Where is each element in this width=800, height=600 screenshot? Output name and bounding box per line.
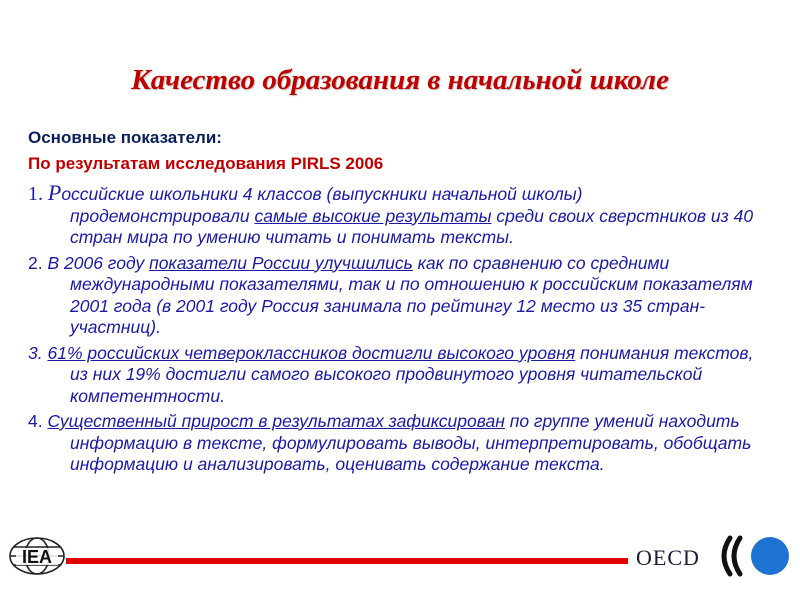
finding-item-1	[28, 182, 758, 249]
oecd-bracket-icon	[724, 538, 740, 574]
finding-item-3	[28, 343, 758, 408]
finding-highlight: самые высокие результаты	[254, 205, 492, 226]
iea-logo-text: IEA	[21, 547, 53, 567]
oecd-logo-mark	[716, 534, 792, 578]
oecd-circle-icon	[751, 537, 789, 575]
finding-text: понимания текстов, из них 19% достигли самого высокого продвинутого уровня читательской компетентности.	[70, 342, 754, 406]
footer-red-bar	[66, 558, 628, 564]
finding-item-4	[28, 411, 758, 476]
finding-item-2	[28, 253, 758, 339]
finding-text: В 2006 году	[42, 252, 150, 273]
oecd-logo-text: OECD	[636, 545, 700, 570]
subtitle-pirls-study: По результатам исследования PIRLS 2006	[28, 154, 384, 173]
finding-highlight: 61% российских четвероклассников достигли высокого уровня	[47, 342, 576, 363]
finding-lead-letter: Р	[47, 180, 62, 205]
finding-text: как по сравнению со средними международными показателями, так и по отношению к российским показателям 2001 года (в 2001 году Россия занимала по рейтингу 12 место из 35 стран-участниц).	[70, 252, 753, 337]
finding-highlight: показатели России улучшились	[149, 252, 413, 273]
findings-list	[28, 182, 758, 480]
finding-text: по группе умений находить информацию в тексте, формулировать выводы, интерпретировать, обобщать информацию и анализировать, оценивать содержание текста.	[70, 411, 752, 474]
finding-number: 1.	[28, 183, 43, 205]
finding-highlight: Существенный прирост в результатах зафиксирован	[47, 411, 505, 431]
finding-number: 3.	[28, 342, 43, 363]
finding-number: 4.	[28, 411, 43, 431]
iea-logo	[8, 536, 66, 576]
finding-text: среди своих сверстников из 40 стран мира по умению читать и понимать тексты.	[70, 205, 754, 247]
finding-number: 2.	[28, 252, 43, 273]
finding-text: оссийские школьники 4 классов (выпускники начальной школы) продемонстрировали	[61, 184, 583, 226]
slide-title: Качество образования в начальной школе	[131, 64, 669, 96]
subtitle-main-indicators: Основные показатели:	[28, 128, 222, 147]
